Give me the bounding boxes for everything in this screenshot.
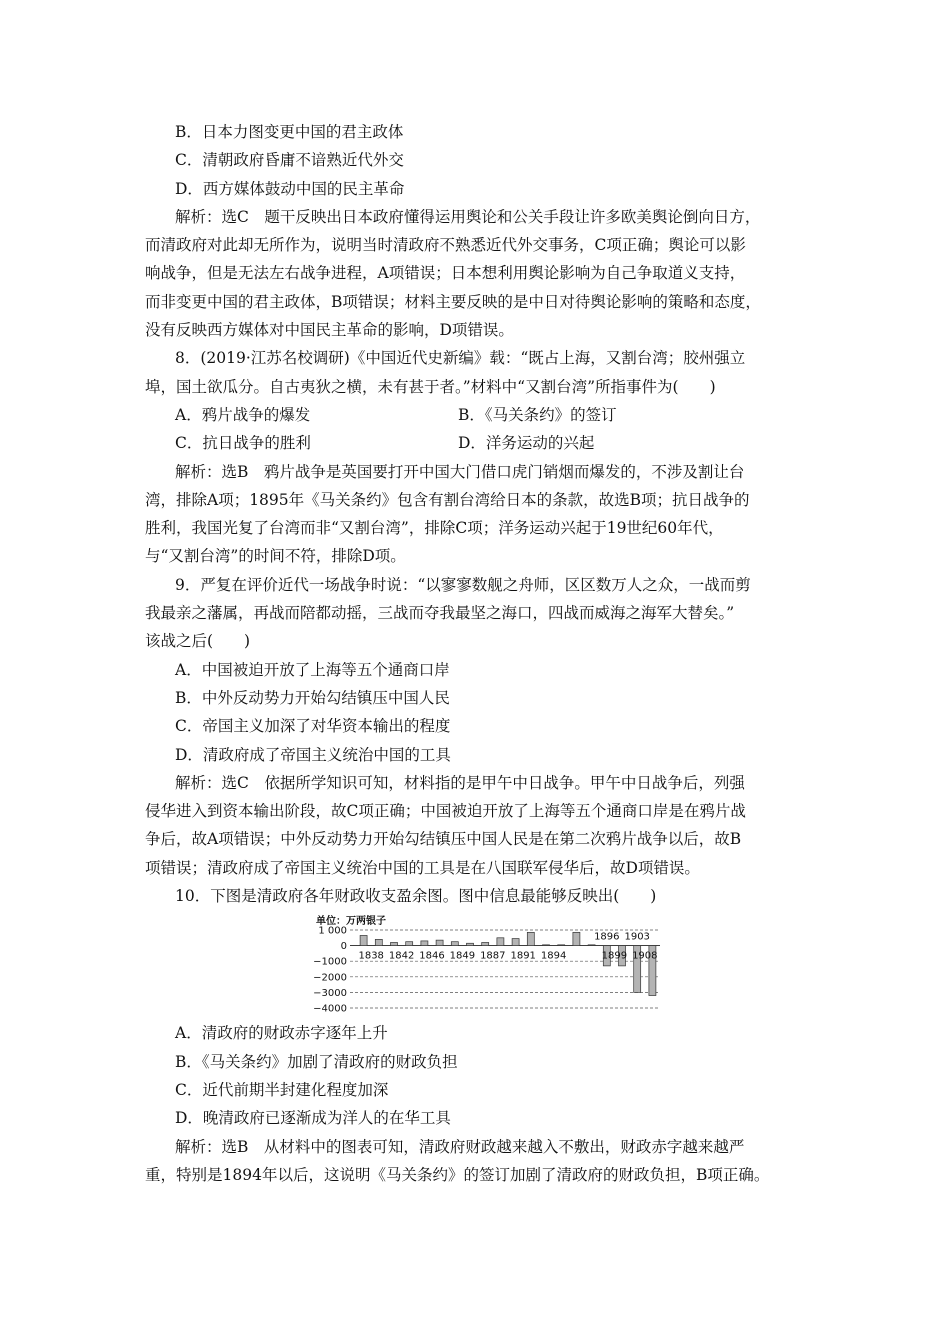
q10-option-c: C．近代前期半封建化程度加深 bbox=[175, 1080, 389, 1099]
q9-option-a: A．中国被迫开放了上海等五个通商口岸 bbox=[175, 660, 450, 679]
q8-option-c: C．抗日战争的胜利 bbox=[175, 434, 311, 453]
chart-bar bbox=[558, 945, 565, 946]
x-label: 1899 bbox=[601, 950, 628, 962]
chart-bar bbox=[406, 942, 413, 946]
y-tick-label: −2000 bbox=[313, 972, 347, 984]
chart-bar bbox=[451, 942, 458, 946]
q7-analysis-line: 解析：选C 题干反映出日本政府懂得运用舆论和公关手段让许多欧美舆论倒向日方， bbox=[175, 207, 761, 226]
q10-option-d: D．晚清政府已逐渐成为洋人的在华工具 bbox=[175, 1109, 451, 1128]
y-tick-label: −3000 bbox=[313, 988, 347, 1000]
chart-bar bbox=[573, 933, 580, 946]
chart-bar bbox=[512, 939, 519, 946]
q8-options bbox=[145, 401, 815, 458]
chart-bar bbox=[467, 944, 474, 946]
q7-analysis-line: 响战争，但是无法左右战争进程，A项错误；日本想利用舆论影响为自己争取道义支持， bbox=[145, 264, 746, 283]
x-label: 1903 bbox=[624, 931, 650, 943]
q9-options bbox=[145, 656, 815, 769]
chart-bar bbox=[543, 945, 550, 946]
q10-analysis-line: 解析：选B 从材料中的图表可知，清政府财政越来越入不敷出，财政赤字越来越严 bbox=[175, 1137, 745, 1156]
q7-analysis-line: 而清政府对此却无所作为，说明当时清政府不熟悉近代外交事务，C项正确；舆论可以影 bbox=[145, 236, 746, 255]
chart-bar bbox=[497, 938, 504, 946]
q8-option-row bbox=[145, 429, 815, 457]
y-tick-label: 1 000 bbox=[318, 925, 347, 937]
x-label: 1849 bbox=[449, 950, 476, 962]
chart-bar bbox=[482, 943, 489, 946]
q9-stem-line: 我最亲之藩属，再战而陪都动摇，三战而夺我最坚之海口，四战而威海之海军大替矣。” bbox=[145, 604, 735, 623]
q9-stem-line: 9．严复在评价近代一场战争时说：“以寥寥数舰之舟师，区区数万人之众，一战而剪 bbox=[175, 575, 751, 594]
q8-stem-line: 埠，国土欲瓜分。自古夷狄之横，未有甚于者。”材料中“又割台湾”所指事件为( ) bbox=[145, 377, 716, 396]
q9-analysis-line: 侵华进入到资本输出阶段，故C项正确；中国被迫开放了上海等五个通商口岸是在鸦片战 bbox=[145, 802, 746, 821]
q8-option-b: B．《马关条约》的签订 bbox=[458, 405, 617, 424]
chart-bar bbox=[421, 941, 428, 946]
q7-option-b: B．日本力图变更中国的君主政体 bbox=[175, 123, 404, 141]
x-label: 1908 bbox=[632, 950, 658, 962]
q9-stem-line: 该战之后( ) bbox=[145, 632, 251, 651]
x-label: 1891 bbox=[510, 950, 536, 962]
x-label: 1887 bbox=[480, 950, 506, 962]
chart-bar bbox=[588, 945, 595, 946]
q9-option-c: C．帝国主义加深了对华资本输出的程度 bbox=[175, 717, 451, 736]
q7-options bbox=[145, 118, 815, 203]
y-tick-label: −4000 bbox=[313, 1003, 347, 1013]
q7-option-d: D．西方媒体鼓动中国的民主革命 bbox=[175, 179, 405, 198]
q10-options bbox=[145, 1019, 815, 1132]
y-tick-label: 0 bbox=[340, 941, 347, 953]
q10-analysis bbox=[145, 1133, 815, 1190]
q9-analysis bbox=[145, 769, 815, 882]
q8-stem-line: 8．(2019·江苏名校调研)《中国近代史新编》载：“既占上海，又割台湾；胶州强立 bbox=[175, 349, 746, 368]
x-label: 1838 bbox=[358, 950, 384, 962]
q7-option-c: C．清朝政府昏庸不谙熟近代外交 bbox=[175, 151, 404, 170]
q9-analysis-line: 争后，故A项错误；中外反动势力开始勾结镇压中国人民是在第二次鸦片战争以后，故B bbox=[145, 830, 742, 849]
q9-analysis-line: 项错误；清政府成了帝国主义统治中国的工具是在八国联军侵华后，故D项错误。 bbox=[145, 858, 700, 877]
q10-analysis-line: 重，特别是1894年以后，这说明《马关条约》的签订加剧了清政府的财政负担，B项正确。 bbox=[145, 1165, 770, 1184]
q10-stem: 10．下图是清政府各年财政收支盈余图。图中信息最能够反映出( ) bbox=[175, 887, 657, 906]
q8-analysis-line: 与“又割台湾”的时间不符，排除D项。 bbox=[145, 547, 406, 566]
q9-analysis-line: 解析：选C 依据所学知识可知，材料指的是甲午中日战争。甲午中日战争后，列强 bbox=[175, 773, 745, 792]
chart-bar bbox=[436, 940, 443, 945]
x-label: 1896 bbox=[594, 931, 620, 943]
q10-option-b: B．《马关条约》加剧了清政府的财政负担 bbox=[175, 1052, 458, 1071]
q8-analysis-line: 解析：选B 鸦片战争是英国要打开中国大门借口虎门销烟而爆发的，不涉及割让台 bbox=[175, 462, 745, 481]
document-page bbox=[145, 118, 815, 1189]
q8-analysis-line: 湾，排除A项；1895年《马关条约》包含有割台湾给日本的条款，故选B项；抗日战争的 bbox=[145, 490, 750, 509]
chart-y-ticks bbox=[313, 926, 347, 1013]
chart-title: 单位：万两银子 bbox=[316, 916, 386, 928]
chart-bar bbox=[375, 940, 382, 946]
q10-option-a: A．清政府的财政赤字逐年上升 bbox=[175, 1024, 388, 1043]
fiscal-chart-svg bbox=[310, 912, 670, 1012]
chart-x-labels bbox=[358, 932, 657, 962]
q7-analysis-line: 而非变更中国的君主政体，B项错误；材料主要反映的是中日对待舆论影响的策略和态度， bbox=[145, 292, 761, 311]
q8-analysis-line: 胜利，我国光复了台湾而非“又割台湾”，排除C项；洋务运动兴起于19世纪60年代， bbox=[145, 519, 724, 538]
chart-bar bbox=[527, 933, 534, 946]
x-label: 1842 bbox=[388, 950, 415, 962]
x-label: 1894 bbox=[540, 950, 567, 962]
q9-stem bbox=[145, 571, 815, 656]
q8-option-row bbox=[145, 401, 815, 429]
q7-analysis-line: 没有反映西方媒体对中国民主革命的影响，D项错误。 bbox=[145, 321, 514, 340]
q7-analysis bbox=[145, 203, 815, 344]
q8-option-d: D．洋务运动的兴起 bbox=[458, 434, 595, 453]
y-tick-label: −1000 bbox=[313, 957, 347, 969]
q9-option-d: D．清政府成了帝国主义统治中国的工具 bbox=[175, 745, 451, 764]
q8-stem bbox=[145, 344, 815, 401]
chart-bar bbox=[391, 943, 398, 946]
chart-bar bbox=[360, 936, 367, 946]
x-label: 1846 bbox=[419, 950, 445, 962]
fiscal-chart bbox=[145, 912, 815, 1015]
q8-analysis bbox=[145, 458, 815, 571]
q9-option-b: B．中外反动势力开始勾结镇压中国人民 bbox=[175, 688, 450, 707]
q8-option-a: A．鸦片战争的爆发 bbox=[175, 405, 311, 424]
